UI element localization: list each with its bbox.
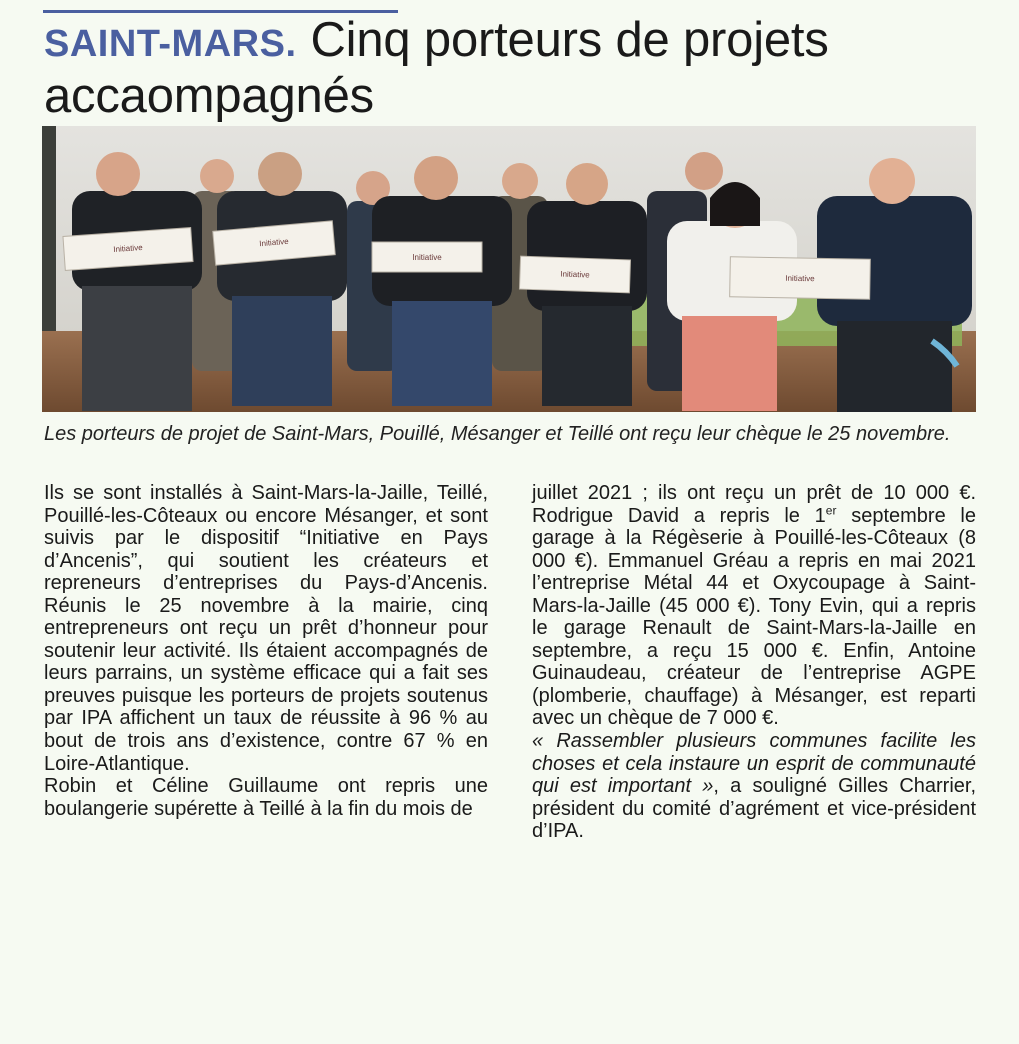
- article-paragraph: Ils se sont installés à Saint-Mars-la-Jaille, Teillé, Pouillé-les-Côteaux ou encore Mésanger, et sont suivis par le dispositif “Initiative en Pays d’Ancenis”, qui soutient les créateurs et repreneurs d’entreprises du Pays-d’Ancenis. Réunis le 25 novembre à la mairie, cinq entrepreneurs ont reçu un prêt d’honneur pour soutenir leur activité. Ils étaient accompagnés de leurs parrains, un système efficace qui a fait ses preuves puisque les porteurs de projets soutenus par IPA affichent un taux de réussite à 96 % au bout de trois ans d’existence, contre 67 % en Loire-Atlantique.: [44, 482, 488, 775]
- article-column-left: [44, 482, 488, 820]
- cheque-2-text: Initiative: [258, 236, 289, 249]
- article-quote: « Rassembler plusieurs communes facilite les choses et cela instaure un esprit de communauté qui est important »: [532, 730, 976, 798]
- photo-caption: Les porteurs de projet de Saint-Mars, Pouillé, Mésanger et Teillé ont reçu leur chèque le 25 novembre.: [44, 423, 951, 445]
- cheque-3-text: Initiative: [412, 253, 442, 262]
- article-headline: [44, 14, 974, 122]
- article-column-right: [532, 482, 976, 843]
- article-text: septembre le garage à la Régèserie à Pouillé-les-Côteaux (8 000 €). Emmanuel Gréau a repris en mai 2021 l’entreprise Métal 44 et Oxycoupage à Saint-Mars-la-Jaille (45 000 €). Tony Evin, qui a repris le garage Renault de Saint-Mars-la-Jaille en septembre, a reçu 15 000 €. Enfin, Antoine Guinaudeau, créateur de l’entreprise AGPE (plomberie, chauffage) à Mésanger, est reparti avec un chèque de 7 000 €.: [532, 504, 976, 730]
- ordinal-suffix: er: [825, 502, 837, 517]
- cheque-3: [372, 242, 482, 272]
- cheque-5-text: Initiative: [785, 273, 815, 284]
- article-text: juillet 2021 ; ils ont reçu un prêt de 10 000 €. Rodrigue David a repris le 1: [532, 482, 976, 527]
- group-photo-illustration: [42, 126, 976, 412]
- cheque-4-text: Initiative: [560, 269, 590, 280]
- cheque-5: [730, 257, 871, 299]
- article-paragraph: Robin et Céline Guillaume ont repris une boulangerie supérette à Teillé à la fin du mois de: [44, 775, 488, 820]
- article-paragraph: [532, 482, 976, 730]
- cheque-1-text: Initiative: [113, 242, 143, 255]
- article-photo: [42, 126, 976, 412]
- article-kicker: SAINT-MARS.: [44, 23, 297, 65]
- article-paragraph: [532, 730, 976, 843]
- cheque-4: [519, 256, 630, 293]
- article-text: , a souligné Gilles Charrier, président du comité d’agrément et vice-président d’IPA.: [532, 775, 977, 843]
- article-title: Cinq porteurs de projets accaompagnés: [44, 13, 829, 123]
